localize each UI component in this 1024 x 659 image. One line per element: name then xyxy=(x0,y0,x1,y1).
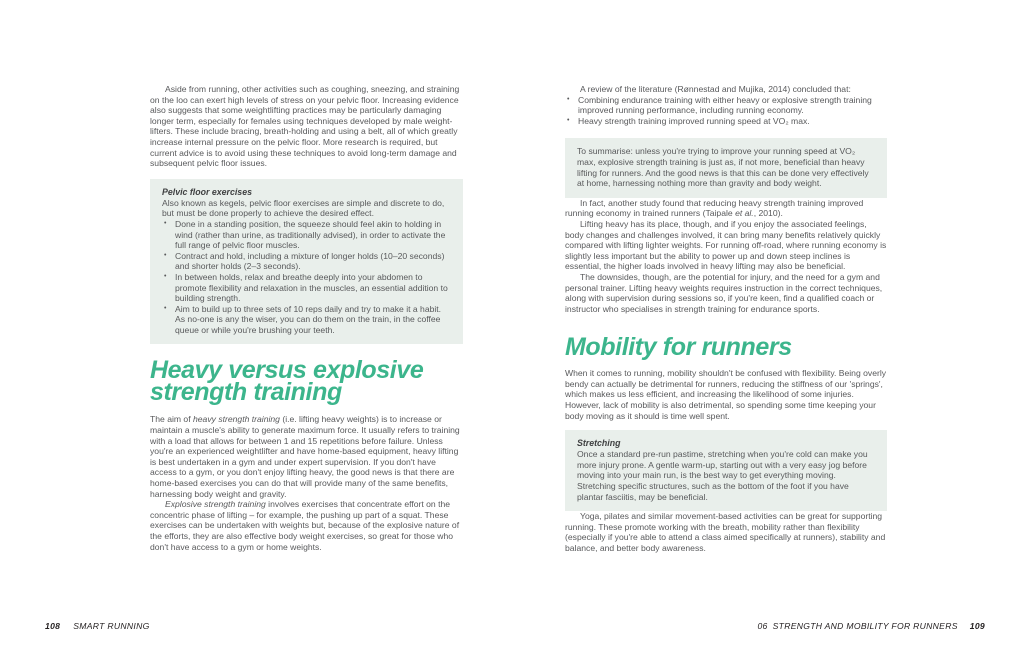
heading-line: Heavy versus explosive xyxy=(150,356,424,385)
summary-box-text: To summarise: unless you're trying to improve your running speed at VO₂ max, explosive strength training is just as, if not more, beneficial than heavy lifting for runners. And the good news is that this can be done very effectively at home, harnessing nothing more than gravity and body weight. xyxy=(577,146,869,189)
stretching-box xyxy=(565,430,887,511)
left-page-column xyxy=(150,84,463,552)
chapter-title: STRENGTH AND MOBILITY FOR RUNNERS xyxy=(772,621,958,631)
pelvic-box-intro: Also known as kegels, pelvic floor exercises are simple and discrete to do, but must be done properly to achieve the desired effect. xyxy=(162,197,445,219)
paragraph-yoga: Yoga, pilates and similar movement-based activities can be great for supporting running. These promote working with the breath, mobility rather than flexibility (especially if you're able to attend a class aimed specifically at runners), stability and balance, and better body awareness. xyxy=(565,511,886,553)
paragraph-heavy-strength: The aim of heavy strength training (i.e. lifting heavy weights) is to increase or maintain a muscle's ability to generate maximum force. It usually refers to training with a load that allows for between 1 and 15 repetitions before failure. Unless you're an experienced weightlifter and have home-based equipment, heavy lifting is best undertaken in a gym and under expert supervision. If you don't have access to a gym, or you don't enjoy lifting heavy, the good news is that there are home-based exercises you can do that will provide many of the same benefits, harnessing body weight and gravity. xyxy=(150,414,460,499)
page-number: 108 xyxy=(45,621,61,631)
paragraph-mobility: When it comes to running, mobility shouldn't be confused with flexibility. Being overly bendy can actually be detrimental for runners, reducing the stiffness of our 'springs', which makes us less efficient, and increasing the likelihood of some injuries. However, lack of mobility is also detrimental, so spending some time keeping your body moving as it should is time well spent. xyxy=(565,368,887,421)
review-findings-list xyxy=(565,95,887,127)
stretching-box-text: Once a standard pre-run pastime, stretching when you're cold can make you more injury prone. A gentle warm-up, starting out with a very easy jog before moving into your main run, is the best way to get everything moving. Stretching specific structures, such as the bottom of the foot if you have plantar fasciitis, may be beneficial. xyxy=(577,449,868,502)
list-item: • In between holds, relax and breathe deeply into your abdomen to promote flexibility and relaxation in the muscles, an essential addition to building strength. xyxy=(162,272,451,304)
pelvic-exercise-list xyxy=(162,219,451,336)
chapter-number: 06 xyxy=(757,621,768,631)
list-item: • Contract and hold, including a mixture of longer holds (10–20 seconds) and shorter holds (2–3 seconds). xyxy=(162,251,451,272)
right-page-footer xyxy=(757,621,985,631)
list-item: • Heavy strength training improved running speed at VO₂ max. xyxy=(565,116,887,127)
pelvic-box-title: Pelvic floor exercises xyxy=(162,186,252,197)
list-item: • Aim to build up to three sets of 10 reps daily and try to make it a habit. As no-one is any the wiser, you can do them on the train, in the coffee queue or while you're brushing your teeth. xyxy=(162,304,451,336)
section-heading-heavy-vs-explosive xyxy=(150,356,463,407)
book-title: SMART RUNNING xyxy=(73,621,150,631)
stretching-box-title: Stretching xyxy=(577,438,621,449)
summary-box xyxy=(565,138,887,197)
list-item: • Combining endurance training with either heavy or explosive strength training improved running performance, including running economy. xyxy=(565,95,887,116)
pelvic-floor-exercises-box xyxy=(150,179,463,345)
heading-line: strength training xyxy=(150,378,342,407)
page-number: 109 xyxy=(969,621,985,631)
paragraph-lifting-heavy: Lifting heavy has its place, though, and if you enjoy the associated feelings, body changes and challenges involved, it can bring many benefits relatively quickly compared with lifting lighter weights. For running off-road, where running economy is slightly less important but the ability to power up and down steep inclines is essential, the higher loads involved in heavy lifting may also be beneficial. xyxy=(565,218,887,272)
paragraph-review-intro: A review of the literature (Rønnestad and Mujika, 2014) concluded that: xyxy=(580,84,851,94)
section-heading-mobility: Mobility for runners xyxy=(565,333,792,362)
paragraph-in-fact: In fact, another study found that reducing heavy strength training improved running economy in trained runners (Taipale et al., 2010). xyxy=(565,197,864,219)
list-item: • Done in a standing position, the squeeze should feel akin to holding in wind (rather than urine, as traditionally advised), in order to activate the full range of pelvic floor muscles. xyxy=(162,219,451,251)
left-page-footer xyxy=(45,621,150,631)
paragraph-explosive-strength: Explosive strength training involves exercises that concentrate effort on the concentric phase of lifting – for example, the pushing up part of a squat. These exercises can be undertaken with weights but, because of the explosive nature of the efforts, they are also effective body weight exercises, so great for those who don't have access to a gym or home weights. xyxy=(150,499,460,552)
right-page-column xyxy=(565,84,887,554)
paragraph-pelvic-floor-stress: Aside from running, other activities such as coughing, sneezing, and straining on the loo can exert high levels of stress on your pelvic floor. Increasing evidence also suggests that some weightlifting practices may be particularly damaging longer term, especially for females using techniques developed by male weight-lifters. These include bracing, breath-holding and using a belt, all of which greatly increase internal pressure on the pelvic floor. More research is required, but current advice is to avoid using these techniques to avoid long-term damage and subsequent pelvic floor issues. xyxy=(150,84,460,169)
paragraph-downsides: The downsides, though, are the potential for injury, and the need for a gym and personal trainer. Lifting heavy weights requires instruction in the correct techniques, along with supervision during sessions so, if you're keen, find a qualified coach or instructor who specialises in strength training for endurance sports. xyxy=(565,271,883,314)
